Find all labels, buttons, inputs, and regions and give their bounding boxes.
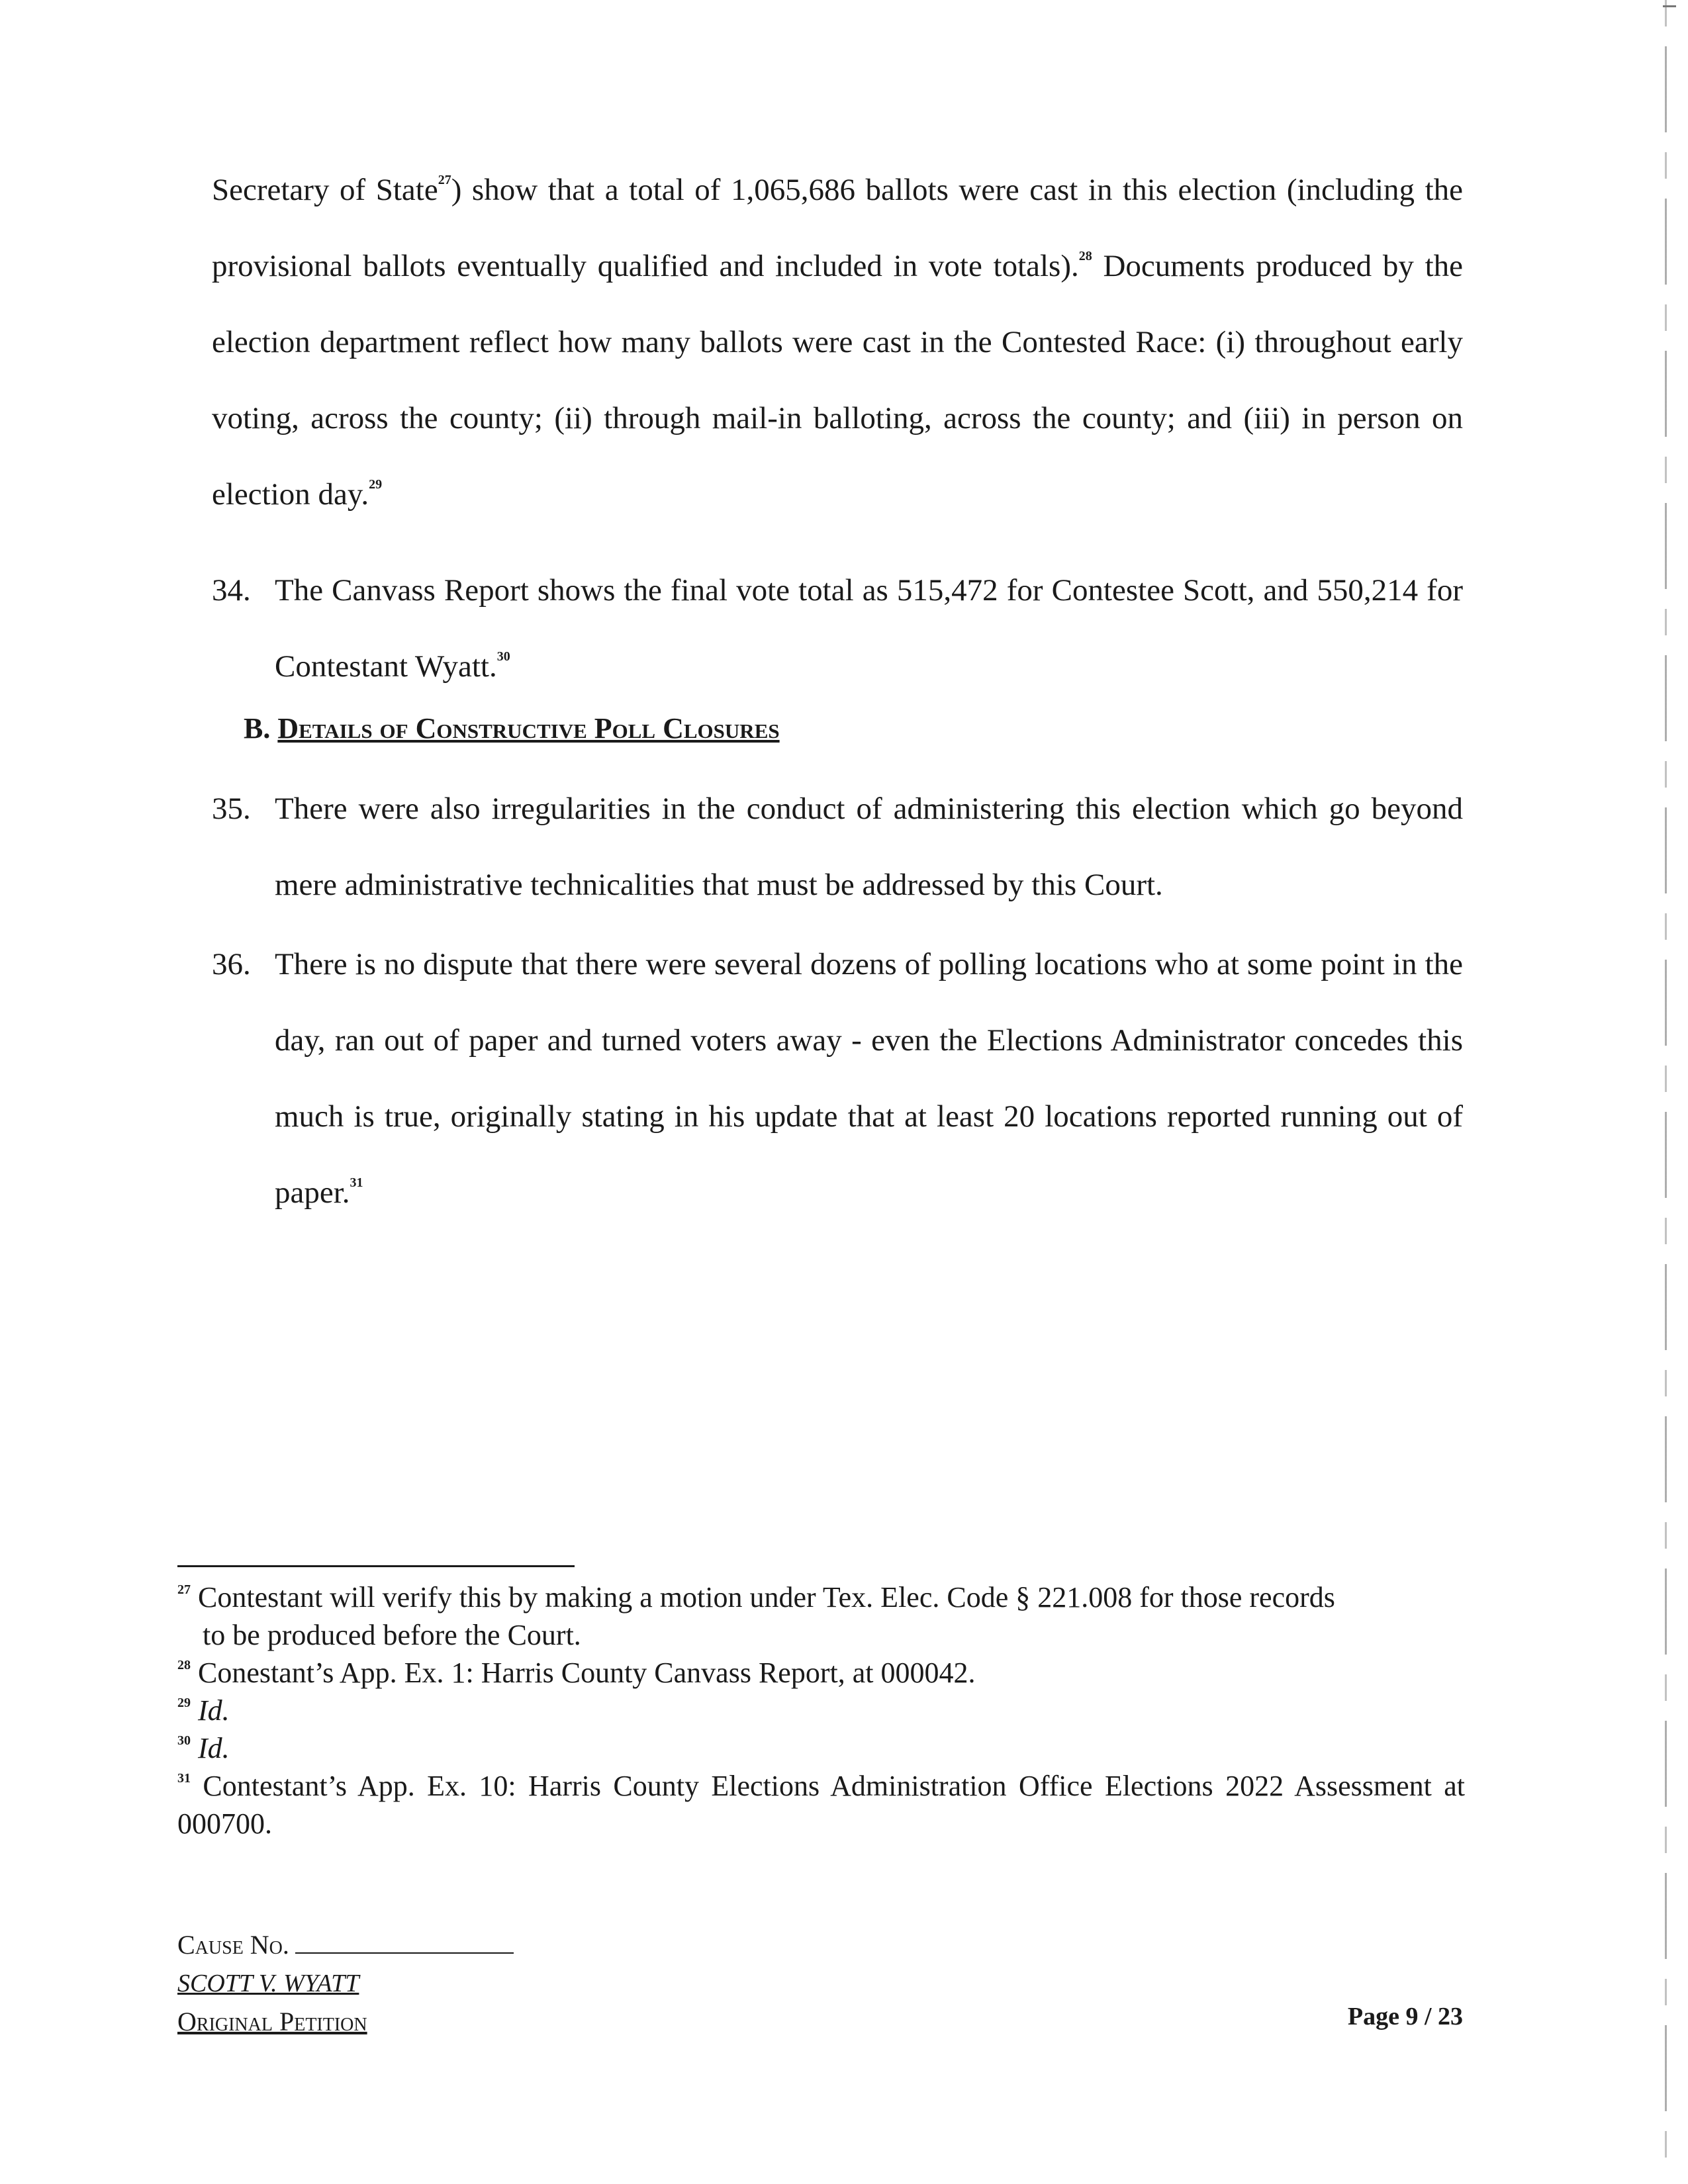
footnote-mark: 27 — [177, 1582, 191, 1597]
footnote-mark: 28 — [177, 1658, 191, 1672]
footnote-31 — [177, 1767, 1465, 1843]
footnote-28 — [177, 1654, 1465, 1692]
cause-label: Cause No. — [177, 1930, 289, 1960]
section-heading-title: Details of Constructive Poll Closures — [277, 712, 780, 745]
section-heading-prefix: B. — [244, 712, 278, 745]
footnote-ref-30[interactable]: 30 — [496, 649, 510, 664]
scan-edge-tick — [1663, 5, 1676, 7]
footnote-mark: 30 — [177, 1733, 191, 1748]
document-footer — [177, 1926, 514, 2040]
paragraph-text: There were also irregularities in the conduct of administering this election which go beyond mere administrative technicalities that must be addressed by this Court. — [275, 792, 1463, 902]
paragraph-33-continuation — [212, 152, 1463, 533]
cause-number-blank — [295, 1930, 514, 1954]
section-heading — [244, 711, 780, 745]
paragraph-35 — [212, 771, 1463, 923]
para-text-part3: Documents produced by the election department reflect how many ballots were cast in the Contested Race: (i) throughout early voting, across the county; (ii) through mail-in balloting, across the county; and (iii) in person on election day. — [212, 249, 1463, 512]
footnote-text: Conestant’s App. Ex. 1: Harris County Canvass Report, at 000042. — [198, 1657, 976, 1689]
case-name: SCOTT V. WYATT — [177, 1970, 359, 1997]
paragraph-text: The Canvass Report shows the final vote total as 515,472 for Contestee Scott, and 550,214 for Contestant Wyatt. — [275, 573, 1463, 684]
footnote-separator — [177, 1565, 575, 1567]
paragraph-36 — [212, 927, 1463, 1231]
footnote-30 — [177, 1729, 1465, 1767]
paragraph-number: 35. — [212, 792, 251, 826]
paragraph-number: 36. — [212, 947, 251, 981]
para-text-part2: ) show that a total of 1,065,686 ballots were cast in this election (including the provisional ballots eventually qualified and included in vote totals). — [212, 173, 1463, 283]
page-number: Page 9 / 23 — [1347, 2003, 1463, 2030]
footnote-ref-27[interactable]: 27 — [438, 173, 451, 187]
footnote-29 — [177, 1692, 1465, 1729]
paragraph-number: 34. — [212, 573, 251, 608]
footnote-27 — [177, 1578, 1465, 1654]
paragraph-34 — [212, 553, 1463, 705]
footnote-text: Contestant’s App. Ex. 10: Harris County Elections Administration Office Elections 2022 Assessment at 000700. — [177, 1770, 1466, 1840]
scan-edge-artifact — [1665, 0, 1667, 2171]
footnote-text: Id. — [198, 1694, 230, 1727]
footnote-text: Id. — [198, 1732, 230, 1764]
paragraph-text: There is no dispute that there were several dozens of polling locations who at some point in the day, ran out of paper and turned voters away - even the Elections Administrator concedes this much is true, originally stating in his update that at least 20 locations reported running out of paper. — [275, 947, 1463, 1210]
footnote-ref-29[interactable]: 29 — [369, 477, 383, 492]
footnote-ref-28[interactable]: 28 — [1078, 249, 1092, 263]
document-title: Original Petition — [177, 2007, 367, 2036]
footnote-ref-31[interactable]: 31 — [350, 1175, 363, 1190]
footnote-mark: 29 — [177, 1696, 191, 1710]
footnote-text: Contestant will verify this by making a motion under Tex. Elec. Code § 221.008 for those records — [198, 1581, 1335, 1614]
para-text-part1: Secretary of State — [212, 173, 438, 207]
footnote-text-continued: to be produced before the Court. — [203, 1619, 581, 1651]
footnote-mark: 31 — [177, 1771, 191, 1786]
cause-number-line — [177, 1926, 514, 1965]
footnotes — [177, 1578, 1465, 1843]
